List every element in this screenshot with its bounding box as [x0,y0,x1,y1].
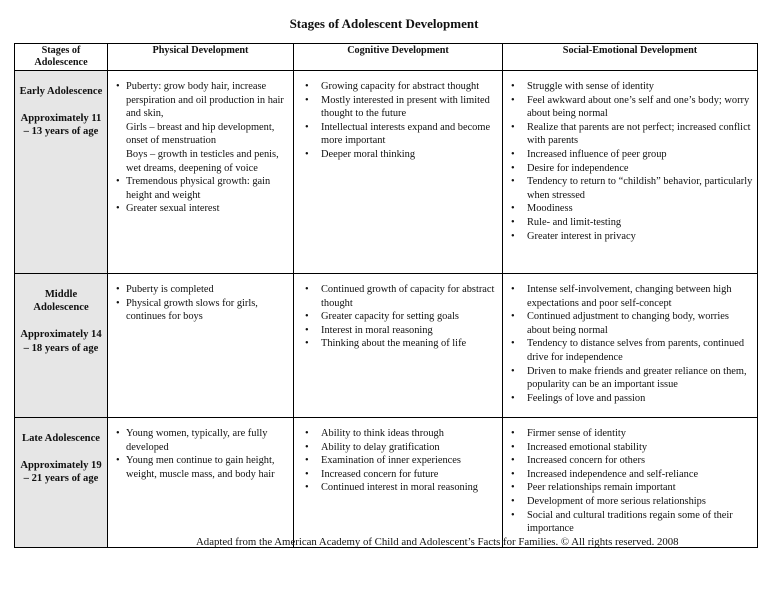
list-item: • Greater capacity for setting goals [305,310,499,324]
stage-name: Early Adolescence [19,86,103,97]
list-item: • Deeper moral thinking [305,148,499,162]
list-item: • Greater interest in privacy [511,230,754,244]
list-item: • Peer relationships remain important [511,481,754,495]
physical-cell [108,71,294,274]
list-item: • Tremendous physical growth: gain height and weight [116,175,290,202]
list-item: • Feelings of love and passion [511,392,754,406]
social-cell [503,71,758,274]
cognitive-cell [294,71,503,274]
social-list [511,80,754,243]
list-item: • Social and cultural traditions regain some of their importance [511,509,754,536]
header-physical: Physical Development [108,44,294,71]
list-item: • Ability to think ideas through [305,427,499,441]
list-item: • Intellectual interests expand and become more important [305,121,499,148]
cognitive-list [305,283,499,351]
list-item: • Mostly interested in present with limited thought to the future [305,94,499,121]
list-item: • Continued interest in moral reasoning [305,481,499,495]
list-item: • Increased concern for others [511,454,754,468]
stage-cell [15,274,108,418]
header-row [15,44,758,71]
list-item: • Firmer sense of identity [511,427,754,441]
stage-name: Late Adolescence [22,433,100,444]
list-item: • Physical growth slows for girls, continues for boys [116,297,290,324]
physical-list [116,80,290,216]
list-item: • Development of more serious relationships [511,495,754,509]
list-item: Boys – growth in testicles and penis, wet dreams, deepening of voice [126,148,279,174]
list-item: • Interest in moral reasoning [305,324,499,338]
document-title: Stages of Adolescent Development [289,16,479,31]
list-item: • Young women, typically, are fully developed [116,427,290,454]
list-item: • Thinking about the meaning of life [305,337,499,351]
social-list [511,283,754,405]
list-item: • Continued adjustment to changing body, worries about being normal [511,310,754,337]
cognitive-cell [294,274,503,418]
list-item: • Intense self-involvement, changing between high expectations and poor self-concept [511,283,754,310]
stage-cell [15,71,108,274]
list-item: • Driven to make friends and greater reliance on them, popularity can be an important issue [511,365,754,392]
list-item: • Moodiness [511,202,754,216]
list-item: • Puberty: grow body hair, increase perspiration and oil production in hair and skin, [116,80,290,121]
list-item: • Increased independence and self-reliance [511,468,754,482]
physical-list [116,427,290,481]
list-item: • Tendency to distance selves from parents, continued drive for independence [511,337,754,364]
list-item: • Continued growth of capacity for abstract thought [305,283,499,310]
social-cell [503,274,758,418]
list-item: • Tendency to return to “childish” behavior, particularly when stressed [511,175,754,202]
list-item: • Desire for independence [511,162,754,176]
stage-age: Approximately 14 – 18 years of age [20,329,102,354]
table-row [15,274,758,418]
stage-age: Approximately 11 – 13 years of age [20,113,102,138]
social-cell [503,418,758,548]
development-table [14,43,758,548]
list-item: • Examination of inner experiences [305,454,499,468]
cognitive-list [305,80,499,162]
list-item: • Feel awkward about one’s self and one’s body; worry about being normal [511,94,754,121]
source-footnote: Adapted from the American Academy of Child and Adolescent’s Facts for Families. © All rights reserved. 2008 [196,536,679,548]
list-item: • Ability to delay gratification [305,441,499,455]
header-stages: Stages of Adolescence [15,44,108,71]
physical-cell [108,418,294,548]
list-item: • Puberty is completed [116,283,290,297]
cognitive-list [305,427,499,495]
physical-list [116,283,290,324]
stage-name: Middle Adolescence [33,289,89,314]
stage-age: Approximately 19 – 21 years of age [20,460,102,485]
physical-cell [108,274,294,418]
social-list [511,427,754,536]
table-row [15,418,758,548]
list-item: • Increased influence of peer group [511,148,754,162]
list-item: • Greater sexual interest [116,202,290,216]
header-cognitive: Cognitive Development [294,44,503,71]
list-item: • Rule- and limit-testing [511,216,754,230]
list-item: • Increased emotional stability [511,441,754,455]
table-row [15,71,758,274]
list-item: • Realize that parents are not perfect; increased conflict with parents [511,121,754,148]
list-item: Girls – breast and hip development, onset of menstruation [126,121,275,147]
list-item: • Struggle with sense of identity [511,80,754,94]
cognitive-cell [294,418,503,548]
list-item: • Young men continue to gain height, weight, muscle mass, and body hair [116,454,290,481]
list-item: • Growing capacity for abstract thought [305,80,499,94]
list-item: • Increased concern for future [305,468,499,482]
stage-cell [15,418,108,548]
header-social-emotional: Social-Emotional Development [503,44,758,71]
